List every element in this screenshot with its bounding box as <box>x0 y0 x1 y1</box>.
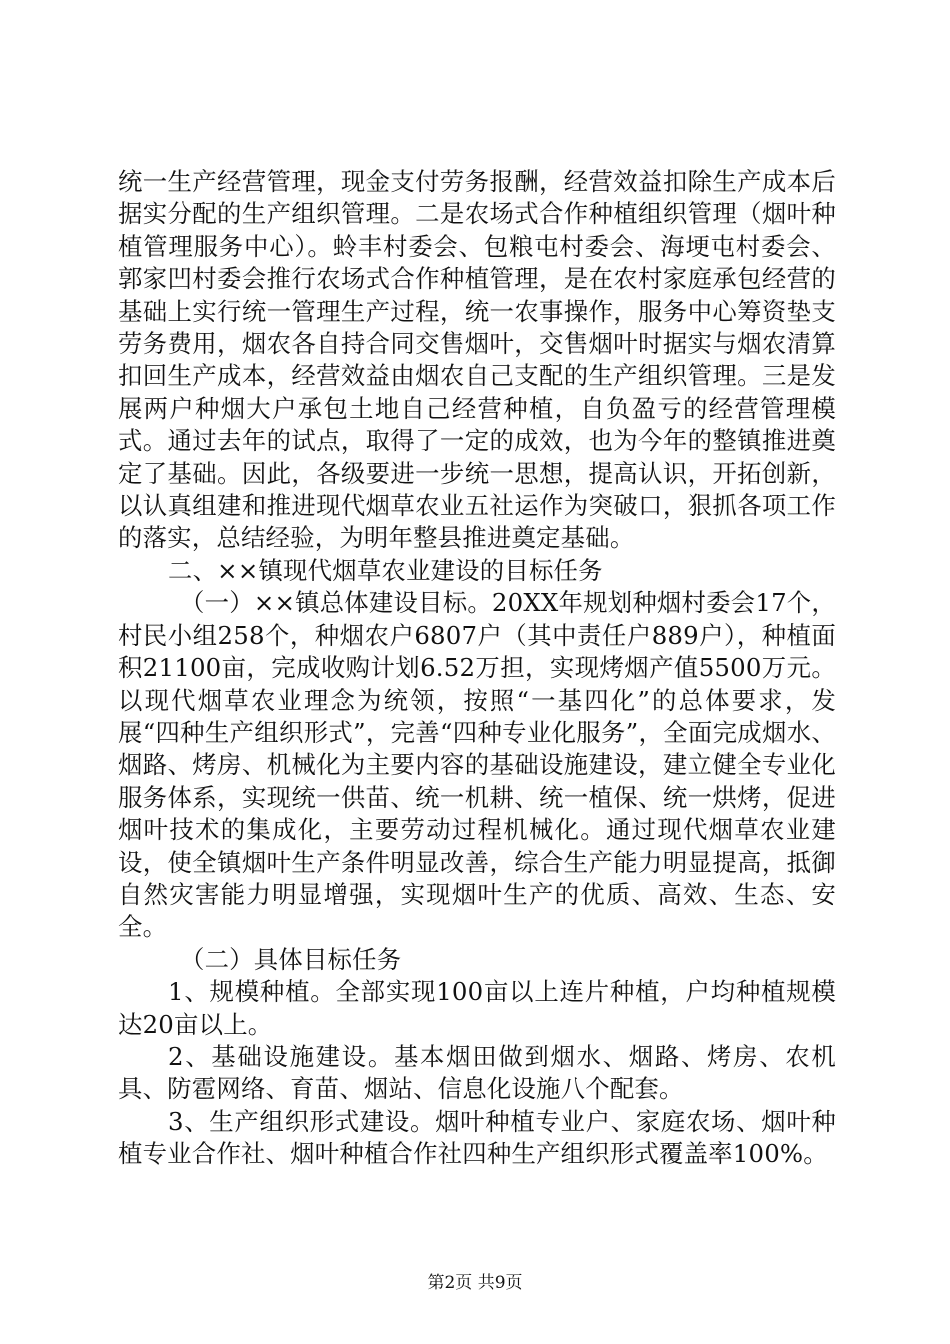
page-footer <box>0 1273 950 1293</box>
paragraph-organization-models: 统一生产经营管理，现金支付劳务报酬，经营效益扣除生产成本后据实分配的生产组织管理。二是农场式合作种植组织管理（烟叶种植管理服务中心）。蛉丰村委会、包粮屯村委会、海埂屯村委会、郭家凹村委会推行农场式合作种植管理，是在农村家庭承包经营的基础上实行统一管理生产过程，统一农事操作，服务中心筹资垫支劳务费用，烟农各自持合同交售烟叶，交售烟叶时据实与烟农清算扣回生产成本，经营效益由烟农自己支配的生产组织管理。三是发展两户种烟大户承包土地自己经营种植，自负盈亏的经营管理模式。通过去年的试点，取得了一定的成效，也为今年的整镇推进奠定了基础。因此，各级要进一步统一思想，提高认识，开拓创新，以认真组建和推进现代烟草农业五社运作为突破口，狠抓各项工作的落实，总结经验，为明年整县推进奠定基础。 <box>118 167 836 553</box>
task-item-organization-forms: 3、生产组织形式建设。烟叶种植专业户、家庭农场、烟叶种植专业合作社、烟叶种植合作社四种生产组织形式覆盖率100%。 <box>118 1106 836 1169</box>
page-number-label: 第2页 共9页 <box>427 1273 523 1293</box>
paragraph-overall-goal: （一）××镇总体建设目标。20XX年规划种烟村委会17个，村民小组258个，种烟农户6807户（其中责任户889户），种植面积21100亩，完成收购计划6.52万担，实现烤烟产值5500万元。以现代烟草农业理念为统领，按照“一基四化”的总体要求，发展“四种生产组织形式”，完善“四种专业化服务”，全面完成烟水、烟路、烤房、机械化为主要内容的基础设施建设，建立健全专业化服务体系，实现统一供苗、统一机耕、统一植保、统一烘烤，促进烟叶技术的集成化，主要劳动过程机械化。通过现代烟草农业建设，使全镇烟叶生产条件明显改善，综合生产能力明显提高，抵御自然灾害能力明显增强，实现烟叶生产的优质、高效、生态、安全。 <box>118 588 836 942</box>
section-heading-goals: 二、××镇现代烟草农业建设的目标任务 <box>168 555 603 585</box>
subheading-specific-tasks: （二）具体目标任务 <box>180 944 402 974</box>
task-item-infrastructure: 2、基础设施建设。基本烟田做到烟水、烟路、烤房、农机具、防雹网络、育苗、烟站、信息化设施八个配套。 <box>118 1041 836 1104</box>
task-item-scale-planting: 1、规模种植。全部实现100亩以上连片种植，户均种植规模达20亩以上。 <box>118 977 836 1039</box>
document-body <box>118 166 836 1171</box>
